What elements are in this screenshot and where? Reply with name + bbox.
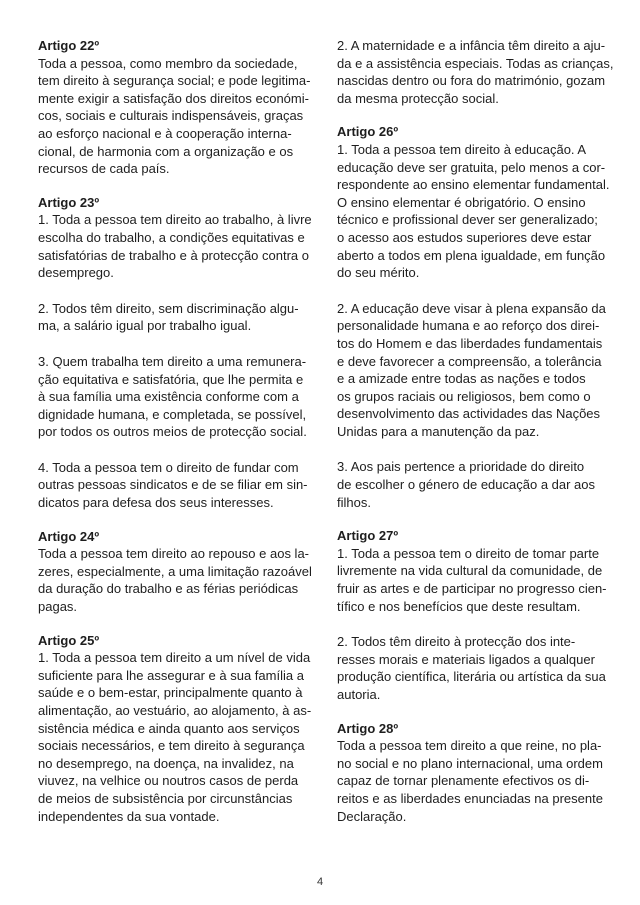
text-line: e a amizade entre todas as nações e todos [337,371,586,387]
text-line: tem direito à segurança social; e pode legitima- [38,73,311,89]
text-line: Toda a pessoa tem direito a que reine, no pla- [337,738,602,754]
text-line: livremente na vida cultural da comunidade, de [337,563,603,579]
article-block [38,528,310,616]
text-line: Unidas para a manutenção da paz. [337,423,540,439]
text-line: viuvez, na velhice ou noutros casos de perda [38,773,299,789]
text-line: Toda a pessoa, como membro da sociedade, [38,55,298,71]
text-line: 4. Toda a pessoa tem o direito de fundar com [38,459,299,475]
article-heading: Artigo 26º [337,124,399,140]
text-line: capaz de tornar plenamente efectivos os di- [337,773,590,789]
text-line: 2. A maternidade e a infância têm direito a aju- [337,38,606,53]
text-line: 2. Todos têm direito à protecção dos inte- [337,634,576,650]
text-line: 1. Toda a pessoa tem direito a um nível de vida [38,650,311,666]
article-heading: Artigo 24º [38,528,100,544]
article-paragraph [337,37,614,107]
text-line: nascidas dentro ou fora do matrimónio, gozam [337,73,606,89]
text-line: suficiente para lhe assegurar e à sua família a [38,667,304,683]
article-paragraph [337,737,609,825]
text-line: ao esforço nacional e à cooperação interna- [38,125,292,141]
text-line: independentes da sua vontade. [38,808,220,824]
text-line: desenvolvimento das actividades das Nações [337,406,601,422]
article-block [337,527,609,703]
text-line: de meios de subsistência por circunstâncias [38,790,293,806]
article-paragraph [337,545,609,615]
text-line: 1. Toda a pessoa tem direito à educação. A [337,141,587,157]
text-line: do seu mérito. [337,265,420,281]
article-paragraph [38,649,310,825]
article-heading: Artigo 22º [38,38,100,53]
text-line: à sua família uma existência conforme com a [38,389,299,405]
text-line: ma, a salário igual por trabalho igual. [38,318,252,334]
text-line: produção científica, literária ou artística da sua [337,669,606,685]
article-heading: Artigo 23º [38,194,100,210]
text-line: por todos os outros meios de protecção social. [38,424,307,440]
text-line: alimentação, ao vestuário, ao alojamento, à as- [38,703,312,718]
text-line: educação deve ser gratuita, pelo menos a cor- [337,159,606,175]
text-line: e deve favorecer a compreensão, a tolerância [337,353,602,369]
article-paragraph [337,633,609,703]
text-line: sistência médica e ainda quanto aos serviços [38,720,300,736]
article-paragraph [38,353,310,441]
article-block [337,720,609,826]
article-paragraph [337,458,609,511]
article-block [38,632,310,826]
text-line: 2. Todos têm direito, sem discriminação algu- [38,300,299,316]
article-paragraph [38,55,310,178]
article-heading: Artigo 25º [38,632,100,648]
text-line: aberto a todos em plena igualdade, em função [337,247,606,263]
text-line: 3. Quem trabalha tem direito a uma remunera- [38,353,307,369]
text-line: reitos e as liberdades enunciadas na presente [337,790,603,806]
text-line: autoria. [337,687,381,702]
text-line: da mesma protecção social. [337,90,499,106]
article-heading: Artigo 28º [337,720,399,736]
article-paragraph [38,545,310,615]
text-line: 1. Toda a pessoa tem o direito de tomar parte [337,545,600,561]
text-line: dicatos para defesa dos seus interesses. [38,495,274,511]
text-line: fruir as artes e de participar no progresso cien- [337,581,607,597]
text-line: tífico e nos benefícios que deste resultam. [337,598,581,614]
text-line: mente exigir a satisfação dos direitos económi- [38,90,309,106]
text-line: escolha do trabalho, a condições equitativas e [38,229,305,245]
article-paragraph [337,300,609,441]
text-line: pagas. [38,599,78,615]
text-line: 2. A educação deve visar à plena expansão da [337,300,606,316]
article-paragraph [38,459,310,512]
text-line: cional, de harmonia com a organização e os [38,143,294,159]
text-line: de escolher o género de educação a dar aos [337,477,596,493]
text-line: da e a assistência especiais. Todas as crianças, [337,55,614,71]
text-line: cos, sociais e culturais indispensáveis, graças [38,108,304,124]
page-number: 4 [316,876,324,888]
article-heading: Artigo 27º [337,528,399,544]
article-block [38,194,310,512]
text-line: da duração do trabalho e as férias periódicas [38,581,299,597]
text-line: ção equitativa e satisfatória, que lhe permita e [38,371,304,387]
text-line: O ensino elementar é obrigatório. O ensino [337,194,586,210]
text-line: satisfatórias de trabalho e à protecção contra o [38,247,309,263]
article-paragraph [337,141,609,282]
text-line: no desemprego, na doença, na invalidez, na [38,755,294,771]
article-block [38,37,310,178]
left-column [38,37,310,825]
text-line: filhos. [337,494,371,510]
article-paragraph [38,300,310,335]
text-line: Toda a pessoa tem direito ao repouso e aos la- [38,546,310,562]
text-line: técnico e profissional dever ser generalizado; [337,212,598,228]
text-line: 1. Toda a pessoa tem direito ao trabalho, à livre [38,212,312,228]
text-line: saúde e o bem-estar, principalmente quanto à [38,685,303,701]
text-line: tos do Homem e das liberdades fundamentais [337,335,603,351]
article-paragraph [38,211,310,281]
text-line: no social e no plano internacional, uma ordem [337,755,603,771]
text-line: dignidade humana, e completada, se possível, [38,406,307,422]
text-line: recursos de cada país. [38,161,170,177]
text-line: outras pessoas sindicatos e de se filiar em sin- [38,477,308,493]
right-column [337,37,614,825]
text-line: desemprego. [38,265,114,281]
text-line: sociais necessários, e tem direito à segurança [38,738,305,754]
text-line: Declaração. [337,808,407,824]
text-line: os grupos raciais ou religiosos, bem como o [337,388,591,404]
text-line: respondente ao ensino elementar fundamental. [337,177,610,193]
article-block [337,37,614,107]
article-block [337,123,609,511]
text-line: personalidade humana e ao reforço dos direi- [337,318,600,334]
text-line: resses morais e materiais ligados a qualquer [337,651,595,667]
text-line: zeres, especialmente, a uma limitação razoável [38,563,312,579]
text-line: 3. Aos pais pertence a prioridade do direito [337,459,585,475]
text-line: o acesso aos estudos superiores deve estar [337,229,592,245]
